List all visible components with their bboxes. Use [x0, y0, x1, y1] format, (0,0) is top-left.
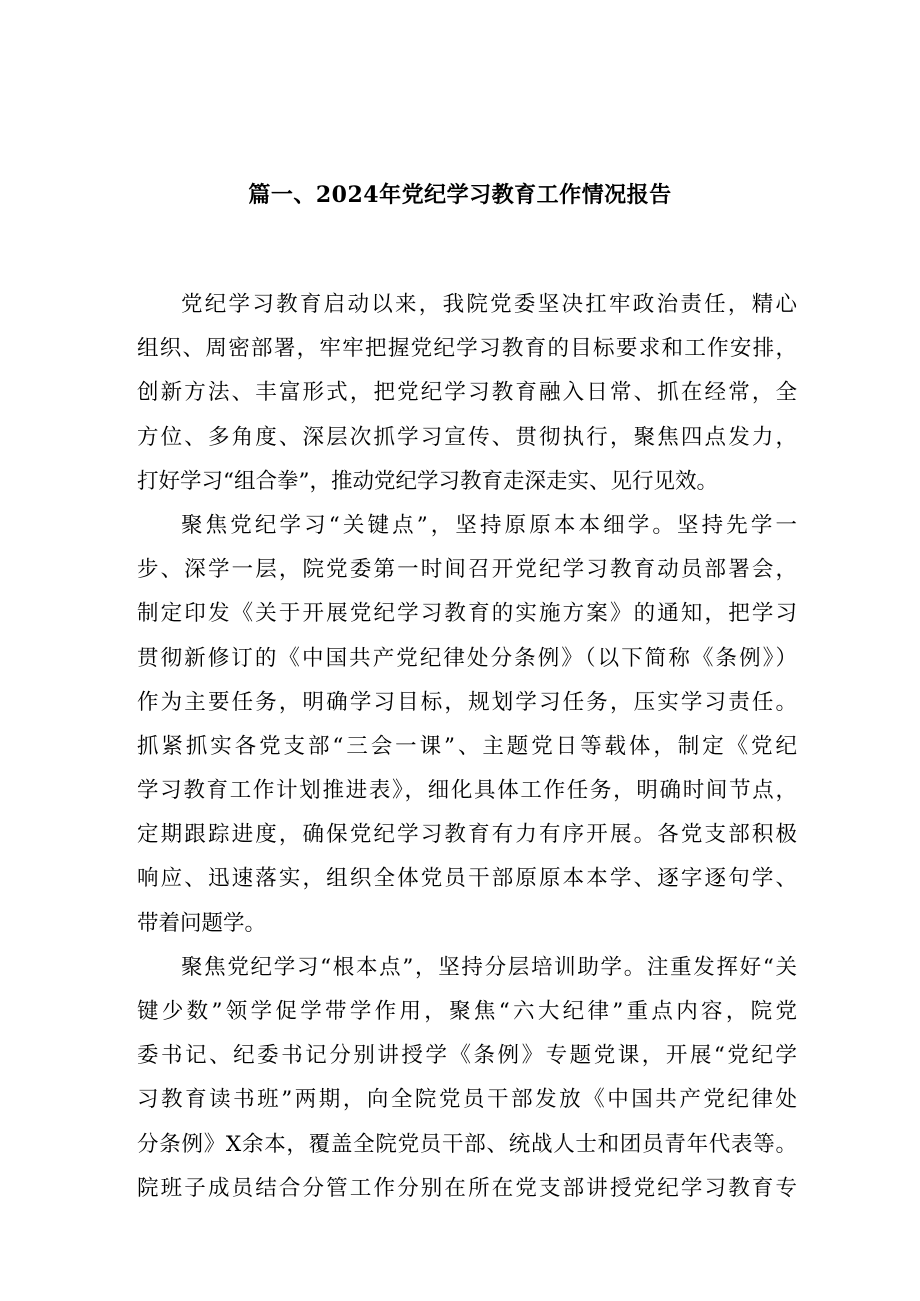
text-line: 制定印发《关于开展党纪学习教育的实施方案》的通知，把学习 — [137, 601, 797, 627]
text-line: 贯彻新修订的《中国共产党纪律处分条例》（以下简称《条例》） — [137, 645, 797, 671]
text-line: 习教育读书班”两期，向全院党员干部发放《中国共产党纪律处 — [137, 1087, 797, 1113]
text-line: 党纪学习教育启动以来，我院党委坚决扛牢政治责任，精心 — [181, 292, 797, 317]
text-line: 抓紧抓实各党支部“三会一课”、主题党日等载体，制定《党纪 — [137, 733, 797, 759]
paragraph-1 — [137, 283, 797, 504]
text-line: 院班子成员结合分管工作分别在所在党支部讲授党纪学习教育专 — [137, 1175, 797, 1201]
text-line: 作为主要任务，明确学习目标，规划学习任务，压实学习责任。 — [137, 689, 797, 715]
text-line: 带着问题学。 — [137, 910, 267, 936]
text-line: 委书记、纪委书记分别讲授学《条例》专题党课，开展“党纪学 — [137, 1043, 797, 1069]
text-line: 学习教育工作计划推进表》，细化具体工作任务，明确时间节点， — [137, 778, 797, 804]
text-line: 组织、周密部署，牢牢把握党纪学习教育的目标要求和工作安排， — [137, 336, 797, 362]
text-line: 创新方法、丰富形式，把党纪学习教育融入日常、抓在经常，全 — [137, 380, 797, 406]
text-line: 聚焦党纪学习“关键点”，坚持原原本本细学。坚持先学一 — [181, 512, 797, 538]
paragraph-3 — [137, 946, 797, 1211]
text-line: 定期跟踪进度，确保党纪学习教育有力有序开展。各党支部积极 — [137, 822, 797, 848]
text-line: 打好学习“组合拳”，推动党纪学习教育走深走实、见行见效。 — [137, 468, 718, 494]
document-body — [137, 283, 797, 1211]
text-line: 方位、多角度、深层次抓学习宣传、贯彻执行，聚焦四点发力， — [137, 424, 797, 450]
text-line: 聚焦党纪学习“根本点”，坚持分层培训助学。注重发挥好“关 — [181, 954, 797, 980]
text-line: 步、深学一层，院党委第一时间召开党纪学习教育动员部署会， — [137, 557, 797, 583]
document-title: 篇一、2024年党纪学习教育工作情况报告 — [248, 182, 672, 208]
paragraph-2 — [137, 504, 797, 946]
text-line: 分条例》X余本，覆盖全院党员干部、统战人士和团员青年代表等。 — [137, 1131, 797, 1157]
text-line: 键少数”领学促学带学作用，聚焦“六大纪律”重点内容，院党 — [137, 999, 797, 1024]
text-line: 响应、迅速落实，组织全体党员干部原原本本学、逐字逐句学、 — [137, 866, 797, 892]
